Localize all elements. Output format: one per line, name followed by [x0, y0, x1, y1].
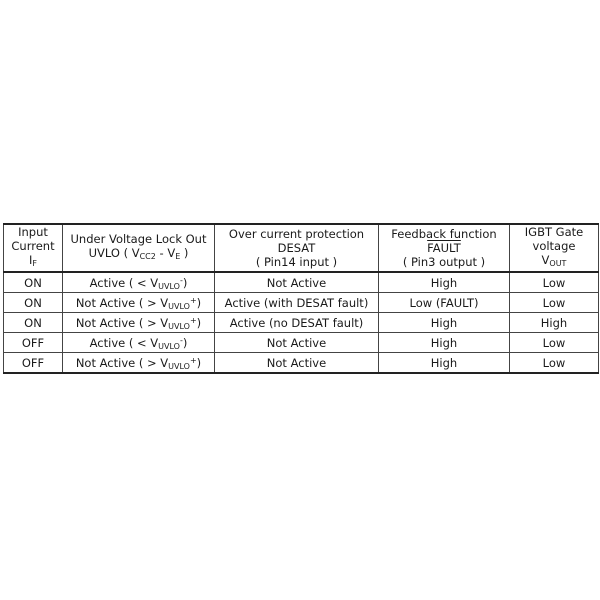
header-input-symbol-main: I: [28, 253, 33, 267]
header-input-current: [4, 224, 63, 272]
cell-vout: Low: [510, 333, 599, 353]
header-input-symbol: [6, 253, 60, 271]
header-input-line2: Current: [11, 239, 55, 253]
cell-uvlo-sub: UVLO: [158, 341, 180, 351]
cell-uvlo-sub: UVLO: [168, 361, 190, 371]
cell-fault: High: [379, 272, 510, 293]
header-igbt-line2: voltage: [532, 239, 576, 253]
cell-fault: High: [379, 353, 510, 374]
cell-uvlo-sup: -: [179, 335, 183, 345]
cell-uvlo-end: ): [196, 355, 202, 370]
cell-uvlo-end: ): [182, 275, 188, 290]
header-uvlo-suffix: ): [180, 246, 189, 260]
cell-vout: High: [510, 313, 599, 333]
cell-desat: Active (with DESAT fault): [215, 293, 379, 313]
cell-uvlo: [63, 313, 215, 333]
cell-uvlo-end: ): [196, 295, 202, 310]
cell-uvlo-text: Not Active ( > V: [75, 315, 169, 330]
header-igbt-line1: IGBT Gate: [524, 225, 584, 239]
cell-uvlo-text: Not Active ( > V: [75, 355, 169, 370]
cell-vout: Low: [510, 272, 599, 293]
header-desat: [215, 224, 379, 272]
table-row: [4, 313, 599, 333]
cell-fault: High: [379, 313, 510, 333]
cell-desat: Not Active: [215, 272, 379, 293]
cell-fault: High: [379, 333, 510, 353]
header-desat-line2: DESAT: [277, 241, 316, 255]
cell-uvlo: [63, 333, 215, 353]
truth-table: [3, 223, 599, 374]
header-uvlo-mid: - V: [155, 246, 176, 260]
header-uvlo-line2: [65, 246, 212, 264]
cell-uvlo-sub: UVLO: [168, 321, 190, 331]
cell-desat: Not Active: [215, 353, 379, 374]
cell-uvlo-end: ): [182, 335, 188, 350]
header-feedback-line3: ( Pin3 output ): [402, 255, 486, 269]
header-feedback: [379, 224, 510, 272]
table-header-row: [4, 224, 599, 272]
table-row: [4, 333, 599, 353]
header-uvlo-vcc-sub: CC2: [139, 252, 156, 261]
header-uvlo-prefix: UVLO ( V: [88, 246, 140, 260]
cell-uvlo-text: Active ( < V: [89, 335, 159, 350]
cell-uvlo-sup: -: [179, 275, 183, 285]
cell-input: ON: [4, 313, 63, 333]
cell-uvlo: [63, 272, 215, 293]
cell-uvlo-sup: +: [189, 355, 197, 365]
cell-input: ON: [4, 293, 63, 313]
header-igbt-symbol-main: V: [541, 253, 550, 267]
cell-fault: Low (FAULT): [379, 293, 510, 313]
cell-vout: Low: [510, 353, 599, 374]
cell-uvlo-sub: UVLO: [158, 281, 180, 291]
cell-input: ON: [4, 272, 63, 293]
cell-uvlo-text: Active ( < V: [89, 275, 159, 290]
header-input-line1: Input: [18, 225, 48, 239]
cell-vout: Low: [510, 293, 599, 313]
header-uvlo-line1: Under Voltage Lock Out: [70, 232, 207, 246]
cell-uvlo: [63, 353, 215, 374]
header-feedback-fault: FAULT: [427, 241, 461, 255]
table-row: [4, 353, 599, 374]
header-uvlo: [63, 224, 215, 272]
cell-uvlo-sub: UVLO: [168, 301, 190, 311]
cell-uvlo-sup: +: [189, 295, 197, 305]
header-desat-line1: Over current protection: [228, 227, 365, 241]
cell-uvlo-end: ): [196, 315, 202, 330]
header-input-symbol-sub: F: [32, 259, 37, 268]
header-igbt: [510, 224, 599, 272]
cell-input: OFF: [4, 353, 63, 374]
cell-uvlo-text: Not Active ( > V: [75, 295, 169, 310]
cell-desat: Active (no DESAT fault): [215, 313, 379, 333]
header-igbt-symbol-sub: OUT: [549, 259, 567, 268]
header-igbt-symbol: [512, 253, 596, 271]
header-uvlo-ve-sub: E: [175, 252, 181, 261]
table-row: [4, 272, 599, 293]
header-desat-line3: ( Pin14 input ): [255, 255, 338, 269]
table-row: [4, 293, 599, 313]
header-feedback-line1: Feedback function: [391, 227, 497, 241]
cell-uvlo-sup: +: [189, 315, 197, 325]
cell-uvlo: [63, 293, 215, 313]
cell-input: OFF: [4, 333, 63, 353]
cell-desat: Not Active: [215, 333, 379, 353]
